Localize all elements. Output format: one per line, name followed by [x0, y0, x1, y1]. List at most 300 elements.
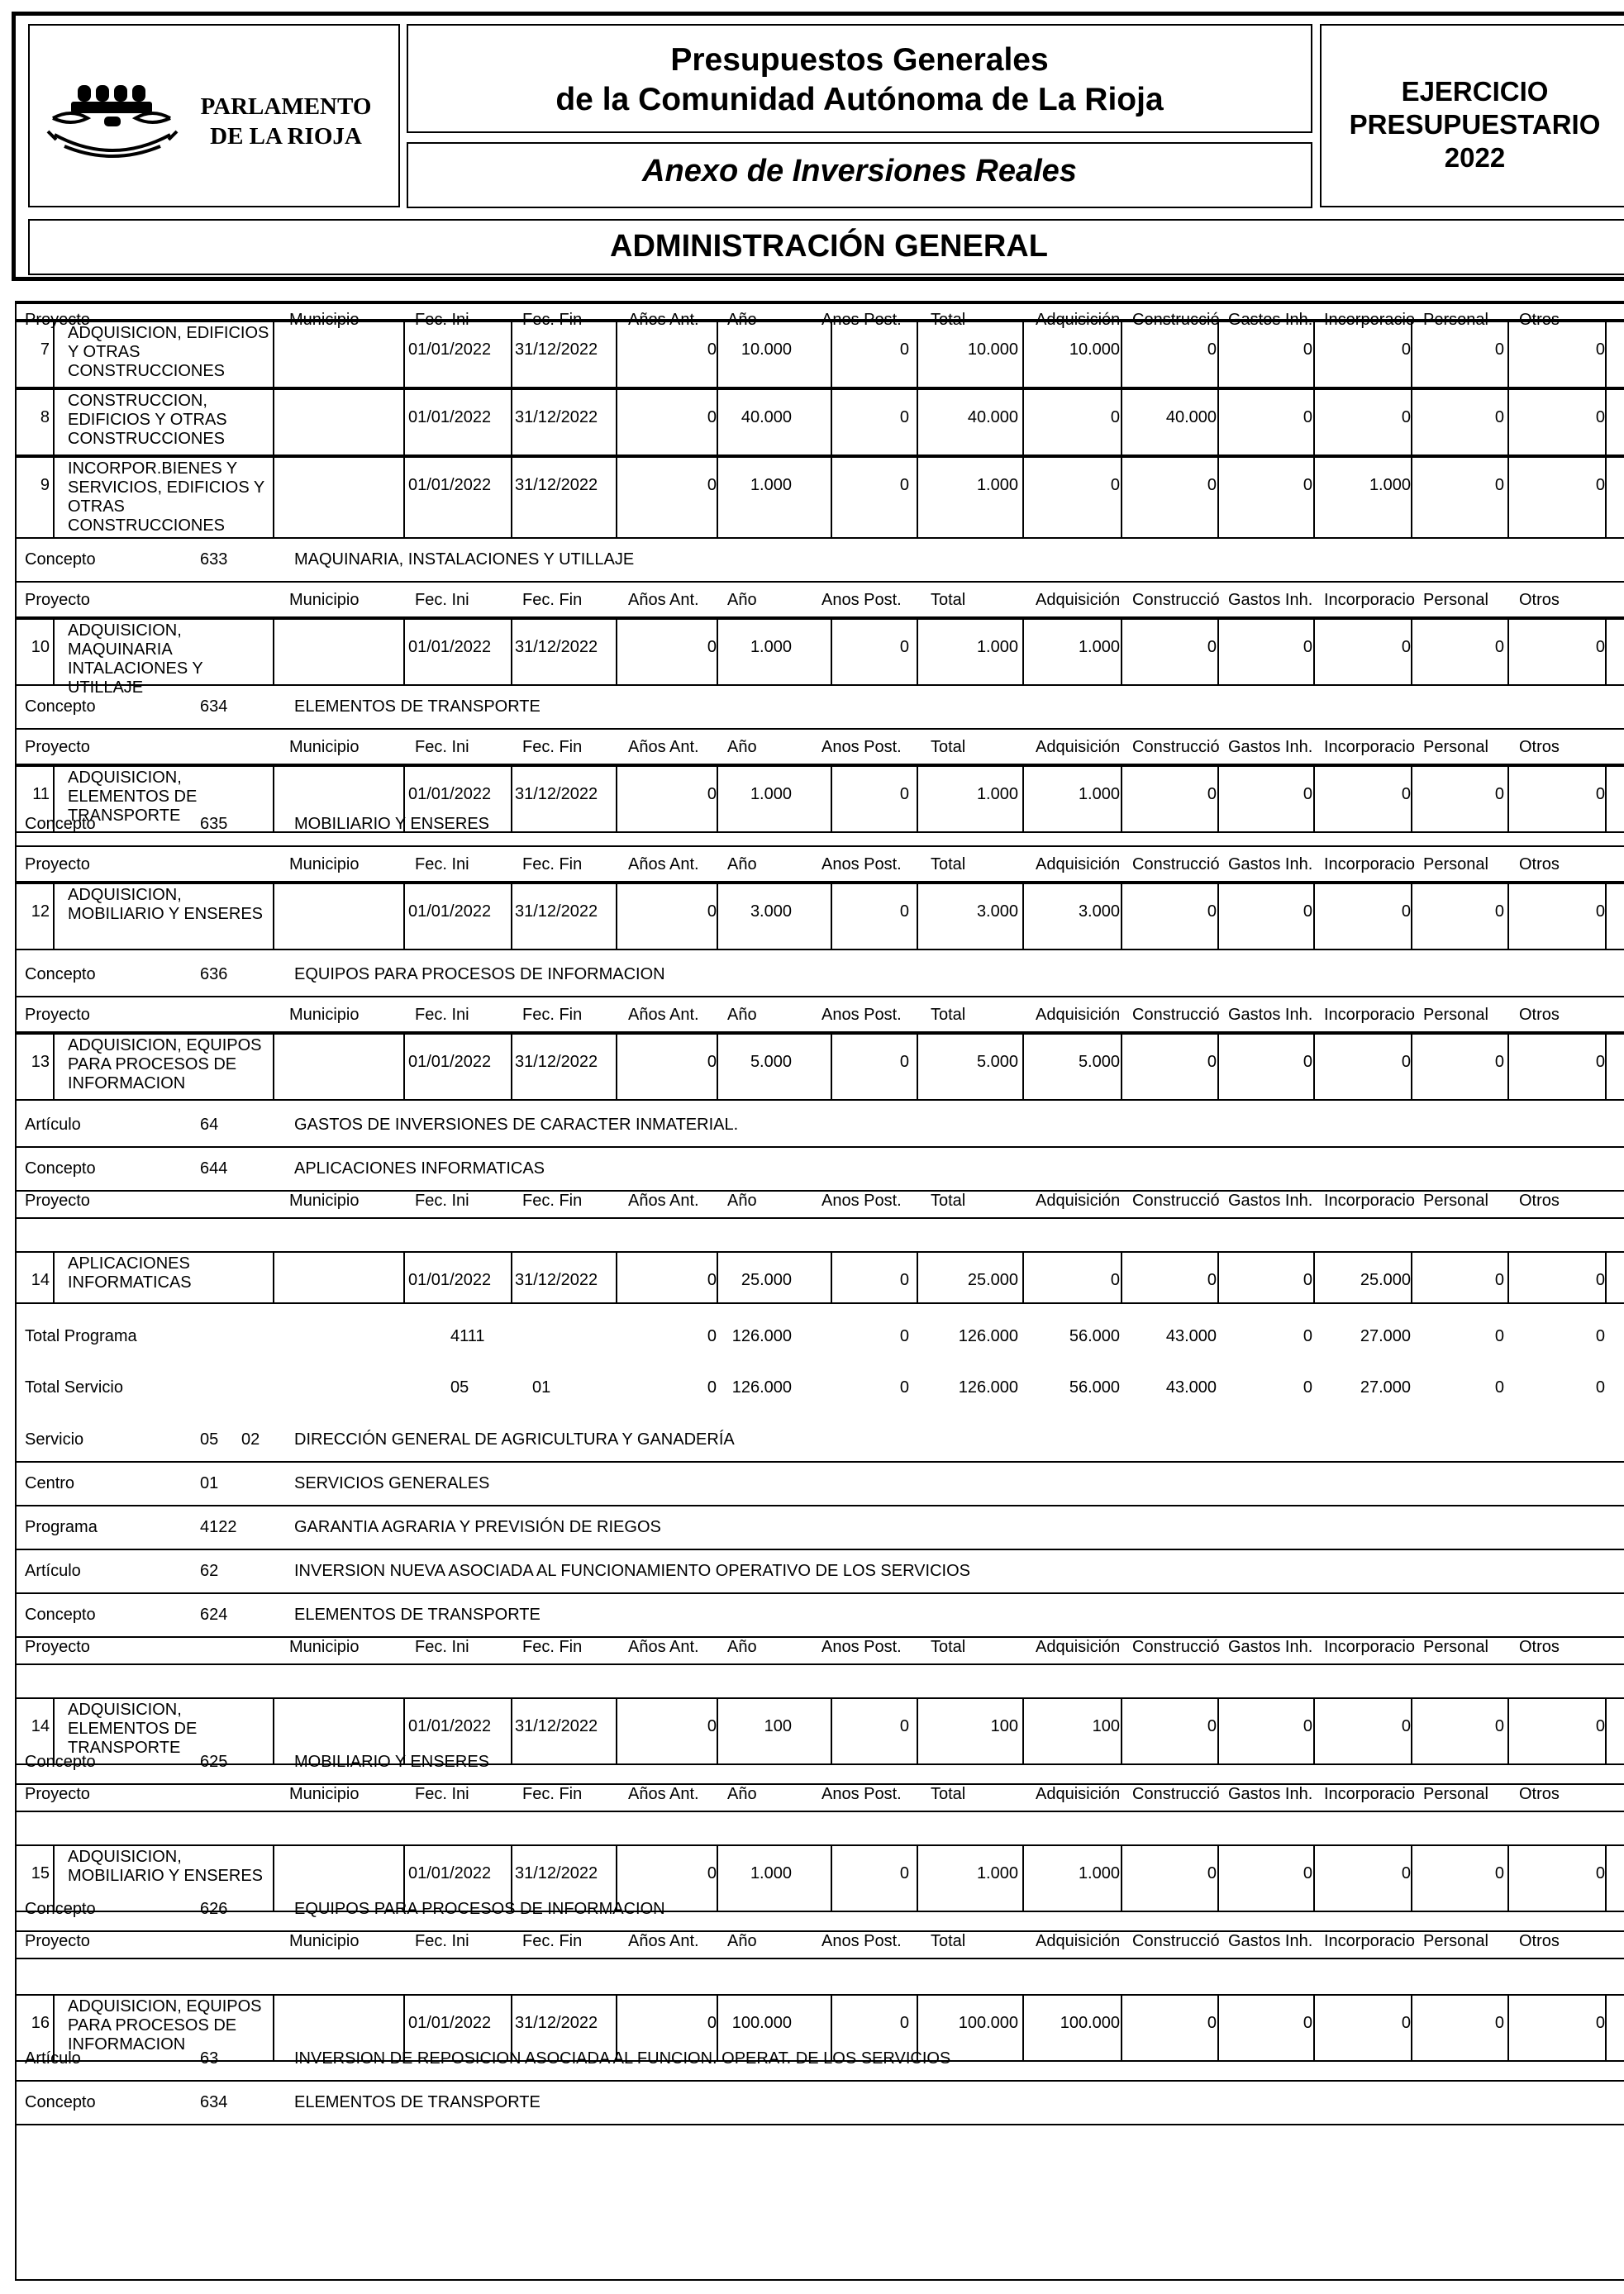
section-label: Artículo [25, 2049, 81, 2068]
project-number: 13 [31, 1053, 50, 1071]
project-value: 0 [1494, 1053, 1504, 1071]
total-code: 4111 [450, 1327, 485, 1345]
project-value: 0 [1110, 476, 1120, 494]
project-description: ADQUISICION, EQUIPOS PARA PROCESOS DE INFORMACION [68, 1036, 262, 1092]
column-divider [1313, 620, 1315, 684]
column-divider [717, 1035, 718, 1099]
column-header: Proyecto [25, 1006, 90, 1024]
column-header: Construcció [1132, 1006, 1220, 1024]
column-divider [1313, 458, 1315, 537]
column-divider [1313, 322, 1315, 387]
project-end-date: 31/12/2022 [515, 340, 598, 359]
section-title: INVERSION NUEVA ASOCIADA AL FUNCIONAMIENTO OPERATIVO DE LOS SERVICIOS [294, 1562, 970, 1580]
project-description: ADQUISICION, MOBILIARIO Y ENSERES [68, 1848, 264, 1885]
section-label: Concepto [25, 550, 96, 569]
column-divider [1022, 390, 1024, 455]
title-line-2: de la Comunidad Autónoma de La Rioja [555, 82, 1164, 117]
column-header: Municipio [289, 1638, 360, 1656]
project-value: 100 [1092, 1717, 1120, 1735]
project-value: 5.000 [976, 1053, 1018, 1071]
column-divider [831, 1035, 832, 1099]
project-value: 0 [1207, 1271, 1217, 1289]
project-value: 0 [1303, 408, 1312, 426]
column-header: Año [727, 1638, 757, 1656]
project-value: 0 [1207, 340, 1217, 359]
column-divider [273, 322, 274, 387]
column-header: Incorporacio [1324, 1638, 1416, 1656]
project-value: 1.000 [750, 785, 792, 803]
section-code: 64 [200, 1116, 219, 1134]
project-end-date: 31/12/2022 [515, 785, 598, 803]
project-value: 0 [1595, 902, 1605, 921]
column-header: Adquisición [1036, 1785, 1121, 1803]
column-divider [1022, 620, 1024, 684]
section-title: ELEMENTOS DE TRANSPORTE [294, 697, 541, 716]
column-divider [273, 620, 274, 684]
column-header: Construcció [1132, 311, 1220, 329]
column-divider [616, 322, 617, 387]
project-value: 0 [1494, 638, 1504, 656]
column-header: Anos Post. [822, 591, 902, 609]
project-value: 0 [1303, 1053, 1312, 1071]
column-header-row [17, 583, 1624, 618]
column-header: Anos Post. [822, 1785, 902, 1803]
column-divider [1022, 1253, 1024, 1302]
project-value: 3.000 [976, 902, 1018, 921]
project-value: 3.000 [1078, 902, 1120, 921]
project-start-date: 01/01/2022 [408, 902, 492, 921]
column-header: Otros [1519, 1638, 1560, 1656]
column-header: Fec. Fin [522, 1638, 583, 1656]
parliament-name: PARLAMENTO DE LA RIOJA [200, 93, 372, 150]
column-divider [511, 458, 512, 537]
fiscal-year-box [1320, 24, 1624, 207]
project-end-date: 31/12/2022 [515, 1864, 598, 1882]
column-divider [1411, 884, 1412, 949]
column-divider [1022, 458, 1024, 537]
column-divider [53, 620, 55, 684]
column-divider [1507, 620, 1509, 684]
column-header: Proyecto [25, 311, 90, 329]
total-value: 0 [1303, 1378, 1312, 1397]
column-divider [403, 322, 405, 387]
column-header: Municipio [289, 1006, 360, 1024]
column-divider [273, 458, 274, 537]
column-header: Año [727, 1192, 757, 1210]
column-divider [1217, 322, 1219, 387]
column-divider [1507, 1035, 1509, 1099]
column-divider [917, 322, 918, 387]
column-divider [1411, 322, 1412, 387]
project-value: 1.000 [750, 476, 792, 494]
year-line-1: EJERCICIO [1401, 76, 1549, 107]
project-value: 40.000 [1165, 408, 1217, 426]
project-description: ADQUISICION, MAQUINARIA INTALACIONES Y UTILLAJE [68, 621, 203, 697]
column-divider [717, 458, 718, 537]
column-header: Total [931, 1638, 966, 1656]
project-value: 0 [707, 476, 717, 494]
column-header: Adquisición [1036, 738, 1121, 756]
column-header-row [17, 730, 1624, 765]
project-value: 10.000 [1069, 340, 1120, 359]
column-header: Proyecto [25, 591, 90, 609]
project-description: ADQUISICION, ELEMENTOS DE TRANSPORTE [68, 769, 198, 825]
column-divider [403, 1035, 405, 1099]
column-header: Año [727, 1932, 757, 1950]
section-row [17, 539, 1624, 583]
subtitle-box [407, 142, 1312, 208]
project-number: 14 [31, 1717, 50, 1735]
column-divider [1121, 322, 1122, 387]
column-divider [273, 884, 274, 949]
project-value: 0 [1595, 1717, 1605, 1735]
project-value: 1.000 [976, 1864, 1018, 1882]
column-header: Personal [1423, 738, 1488, 756]
project-value: 0 [1494, 1717, 1504, 1735]
project-end-date: 31/12/2022 [515, 476, 598, 494]
total-value: 126.000 [958, 1378, 1018, 1397]
column-divider [1121, 1035, 1122, 1099]
document-header [12, 12, 1624, 281]
project-value: 0 [1595, 476, 1605, 494]
section-box [28, 219, 1624, 275]
column-header: Otros [1519, 1785, 1560, 1803]
column-divider [1313, 1035, 1315, 1099]
project-value: 10.000 [967, 340, 1018, 359]
column-header: Otros [1519, 738, 1560, 756]
total-value: 0 [1595, 1327, 1605, 1345]
investment-table [15, 301, 1624, 2281]
column-header: Años Ant. [628, 1638, 699, 1656]
project-description: APLICACIONES INFORMATICAS [68, 1254, 192, 1292]
column-header: Otros [1519, 1932, 1560, 1950]
year-line-3: 2022 [1444, 142, 1506, 173]
column-header: Municipio [289, 1192, 360, 1210]
section-code: 636 [200, 965, 228, 983]
project-value: 0 [1595, 2014, 1605, 2032]
column-header: Otros [1519, 855, 1560, 873]
column-header: Personal [1423, 1932, 1488, 1950]
column-header: Años Ant. [628, 311, 699, 329]
project-value: 0 [899, 1271, 909, 1289]
project-value: 0 [1595, 1053, 1605, 1071]
project-value: 0 [1207, 1053, 1217, 1071]
column-header-row [17, 847, 1624, 883]
column-divider [1507, 322, 1509, 387]
column-header-row [17, 1183, 1624, 1219]
table-row [17, 1033, 1624, 1101]
project-value: 0 [1303, 1717, 1312, 1735]
section-code: 634 [200, 2093, 228, 2111]
project-description: ADQUISICION, ELEMENTOS DE TRANSPORTE [68, 1701, 198, 1757]
column-divider [1411, 458, 1412, 537]
column-divider [1217, 458, 1219, 537]
column-header: Fec. Fin [522, 1785, 583, 1803]
section-row [17, 1463, 1624, 1506]
total-value: 0 [1494, 1378, 1504, 1397]
project-value: 0 [1110, 1271, 1120, 1289]
column-header: Incorporacio [1324, 738, 1416, 756]
section-title: EQUIPOS PARA PROCESOS DE INFORMACION [294, 965, 665, 983]
project-description: ADQUISICION, MOBILIARIO Y ENSERES [68, 886, 264, 923]
project-value: 1.000 [750, 1864, 792, 1882]
project-value: 0 [707, 638, 717, 656]
project-value: 0 [1207, 1717, 1217, 1735]
column-header: Anos Post. [822, 1006, 902, 1024]
column-header: Construcció [1132, 1932, 1220, 1950]
project-value: 1.000 [976, 476, 1018, 494]
project-value: 0 [1110, 408, 1120, 426]
column-header: Fec. Ini [415, 1006, 469, 1024]
section-code: 644 [200, 1159, 228, 1178]
column-divider [511, 390, 512, 455]
section-title: ELEMENTOS DE TRANSPORTE [294, 2093, 541, 2111]
column-divider [717, 390, 718, 455]
column-header: Otros [1519, 591, 1560, 609]
section-label: Concepto [25, 1900, 96, 1918]
project-value: 1.000 [1078, 785, 1120, 803]
column-header: Municipio [289, 738, 360, 756]
project-value: 0 [1595, 340, 1605, 359]
section-row [17, 1550, 1624, 1594]
total-value: 56.000 [1069, 1327, 1120, 1345]
project-value: 100.000 [1060, 2014, 1120, 2032]
column-header: Personal [1423, 1006, 1488, 1024]
project-number: 16 [31, 2014, 50, 2032]
column-header: Otros [1519, 1192, 1560, 1210]
project-number: 11 [32, 785, 50, 803]
total-value: 27.000 [1360, 1327, 1411, 1345]
project-value: 0 [1207, 1864, 1217, 1882]
section-title: APLICACIONES INFORMATICAS [294, 1159, 545, 1178]
column-header-row [17, 1630, 1624, 1665]
project-start-date: 01/01/2022 [408, 1053, 492, 1071]
project-value: 0 [1401, 638, 1411, 656]
column-header: Anos Post. [822, 311, 902, 329]
project-start-date: 01/01/2022 [408, 1271, 492, 1289]
project-value: 0 [1494, 476, 1504, 494]
project-value: 1.000 [976, 638, 1018, 656]
project-value: 0 [1303, 1271, 1312, 1289]
section-label: Concepto [25, 697, 96, 716]
project-value: 0 [1401, 902, 1411, 921]
project-value: 0 [899, 902, 909, 921]
column-header: Incorporacio [1324, 855, 1416, 873]
project-value: 0 [1595, 638, 1605, 656]
column-divider [1507, 1253, 1509, 1302]
parliament-logo-box [28, 24, 400, 207]
section-code: 4122 [200, 1518, 237, 1536]
column-header: Municipio [289, 1785, 360, 1803]
column-divider [831, 458, 832, 537]
total-code: 05 [450, 1378, 469, 1397]
column-header: Fec. Ini [415, 311, 469, 329]
column-divider [831, 322, 832, 387]
column-divider [511, 1035, 512, 1099]
column-header: Años Ant. [628, 1006, 699, 1024]
section-label: Centro [25, 1474, 75, 1492]
project-value: 0 [707, 340, 717, 359]
total-label: Total Servicio [25, 1378, 123, 1397]
column-header: Fec. Fin [522, 591, 583, 609]
section-code-2: 02 [241, 1430, 260, 1449]
section-code: 62 [200, 1562, 219, 1580]
column-header: Gastos Inh. [1228, 1006, 1313, 1024]
column-header: Fec. Fin [522, 1192, 583, 1210]
project-end-date: 31/12/2022 [515, 638, 598, 656]
project-value: 0 [899, 476, 909, 494]
project-value: 0 [899, 340, 909, 359]
section-label: Servicio [25, 1430, 84, 1449]
project-start-date: 01/01/2022 [408, 476, 492, 494]
project-value: 0 [1207, 2014, 1217, 2032]
column-header: Total [931, 1932, 966, 1950]
section-row [17, 686, 1624, 730]
column-divider [1217, 1253, 1219, 1302]
column-divider [917, 620, 918, 684]
project-value: 0 [899, 785, 909, 803]
column-header: Gastos Inh. [1228, 1192, 1313, 1210]
column-divider [1605, 1253, 1607, 1302]
column-header: Gastos Inh. [1228, 855, 1313, 873]
column-header: Incorporacio [1324, 1932, 1416, 1950]
project-value: 0 [1494, 408, 1504, 426]
column-divider [403, 458, 405, 537]
table-row [17, 456, 1624, 539]
year-line-2: PRESUPUESTARIO [1349, 109, 1601, 140]
subtitle: Anexo de Inversiones Reales [642, 154, 1077, 188]
section-title: GASTOS DE INVERSIONES DE CARACTER INMATERIAL. [294, 1116, 739, 1134]
project-value: 1.000 [976, 785, 1018, 803]
section-title: EQUIPOS PARA PROCESOS DE INFORMACION [294, 1900, 665, 1918]
section-title: ELEMENTOS DE TRANSPORTE [294, 1606, 541, 1624]
project-value: 100 [990, 1717, 1018, 1735]
title-box [407, 24, 1312, 133]
column-header: Fec. Ini [415, 1932, 469, 1950]
column-header: Fec. Ini [415, 591, 469, 609]
column-divider [616, 620, 617, 684]
project-value: 0 [1595, 1271, 1605, 1289]
section-title: MOBILIARIO Y ENSERES [294, 815, 490, 833]
column-divider [1605, 884, 1607, 949]
column-header: Proyecto [25, 1192, 90, 1210]
column-header: Otros [1519, 1006, 1560, 1024]
column-header: Anos Post. [822, 1192, 902, 1210]
total-value: 0 [899, 1378, 909, 1397]
column-header: Adquisición [1036, 855, 1121, 873]
column-header: Año [727, 855, 757, 873]
column-header: Proyecto [25, 1638, 90, 1656]
section-row [17, 1506, 1624, 1550]
section-title: MAQUINARIA, INSTALACIONES Y UTILLAJE [294, 550, 635, 569]
column-header-row [17, 997, 1624, 1033]
column-header: Incorporacio [1324, 311, 1416, 329]
column-divider [1121, 1253, 1122, 1302]
column-divider [917, 458, 918, 537]
column-divider [1411, 1253, 1412, 1302]
column-divider [917, 1253, 918, 1302]
column-header: Gastos Inh. [1228, 1932, 1313, 1950]
section-label: Artículo [25, 1562, 81, 1580]
project-value: 0 [1207, 476, 1217, 494]
project-value: 0 [1303, 2014, 1312, 2032]
project-description: ADQUISICION, EDIFICIOS Y OTRAS CONSTRUCCIONES [68, 324, 269, 380]
total-value: 126.000 [731, 1327, 792, 1345]
column-header-row [17, 1924, 1624, 1959]
column-divider [1411, 390, 1412, 455]
section-title: SERVICIOS GENERALES [294, 1474, 490, 1492]
project-value: 0 [899, 408, 909, 426]
project-value: 10.000 [741, 340, 792, 359]
total-value: 0 [707, 1378, 717, 1397]
project-value: 1.000 [1078, 638, 1120, 656]
project-value: 0 [707, 408, 717, 426]
column-divider [53, 322, 55, 387]
column-header: Proyecto [25, 855, 90, 873]
column-divider [403, 1253, 405, 1302]
column-header: Anos Post. [822, 855, 902, 873]
project-end-date: 31/12/2022 [515, 2014, 598, 2032]
column-header: Gastos Inh. [1228, 1785, 1313, 1803]
column-divider [1121, 620, 1122, 684]
column-header: Personal [1423, 1638, 1488, 1656]
total-code-2: 01 [532, 1378, 551, 1397]
total-value: 0 [707, 1327, 717, 1345]
column-divider [1605, 620, 1607, 684]
column-divider [616, 1035, 617, 1099]
column-divider [1605, 1035, 1607, 1099]
table-row [17, 618, 1624, 697]
column-header: Gastos Inh. [1228, 591, 1313, 609]
column-header: Adquisición [1036, 1006, 1121, 1024]
total-value: 0 [1595, 1378, 1605, 1397]
project-value: 0 [1494, 1864, 1504, 1882]
column-divider [1411, 1035, 1412, 1099]
column-header: Personal [1423, 1192, 1488, 1210]
column-header: Adquisición [1036, 591, 1121, 609]
column-divider [1121, 458, 1122, 537]
project-value: 0 [1494, 785, 1504, 803]
column-divider [53, 1035, 55, 1099]
column-header: Total [931, 591, 966, 609]
total-value: 126.000 [731, 1378, 792, 1397]
section-row [17, 2082, 1624, 2125]
project-value: 0 [1401, 340, 1411, 359]
project-value: 40.000 [967, 408, 1018, 426]
project-value: 0 [1303, 1864, 1312, 1882]
project-number: 14 [31, 1271, 50, 1289]
project-number: 7 [40, 340, 50, 359]
column-divider [616, 390, 617, 455]
project-value: 0 [1303, 638, 1312, 656]
project-start-date: 01/01/2022 [408, 408, 492, 426]
project-value: 1.000 [1078, 1864, 1120, 1882]
column-divider [511, 884, 512, 949]
column-header: Fec. Ini [415, 1785, 469, 1803]
column-header: Total [931, 1192, 966, 1210]
project-value: 25.000 [1360, 1271, 1411, 1289]
project-number: 10 [31, 638, 50, 656]
project-start-date: 01/01/2022 [408, 638, 492, 656]
section-code: 634 [200, 697, 228, 716]
column-divider [53, 884, 55, 949]
table-row [17, 388, 1624, 456]
project-value: 0 [707, 785, 717, 803]
total-value: 126.000 [958, 1327, 1018, 1345]
column-header: Personal [1423, 311, 1488, 329]
column-header: Total [931, 311, 966, 329]
project-value: 0 [1303, 476, 1312, 494]
